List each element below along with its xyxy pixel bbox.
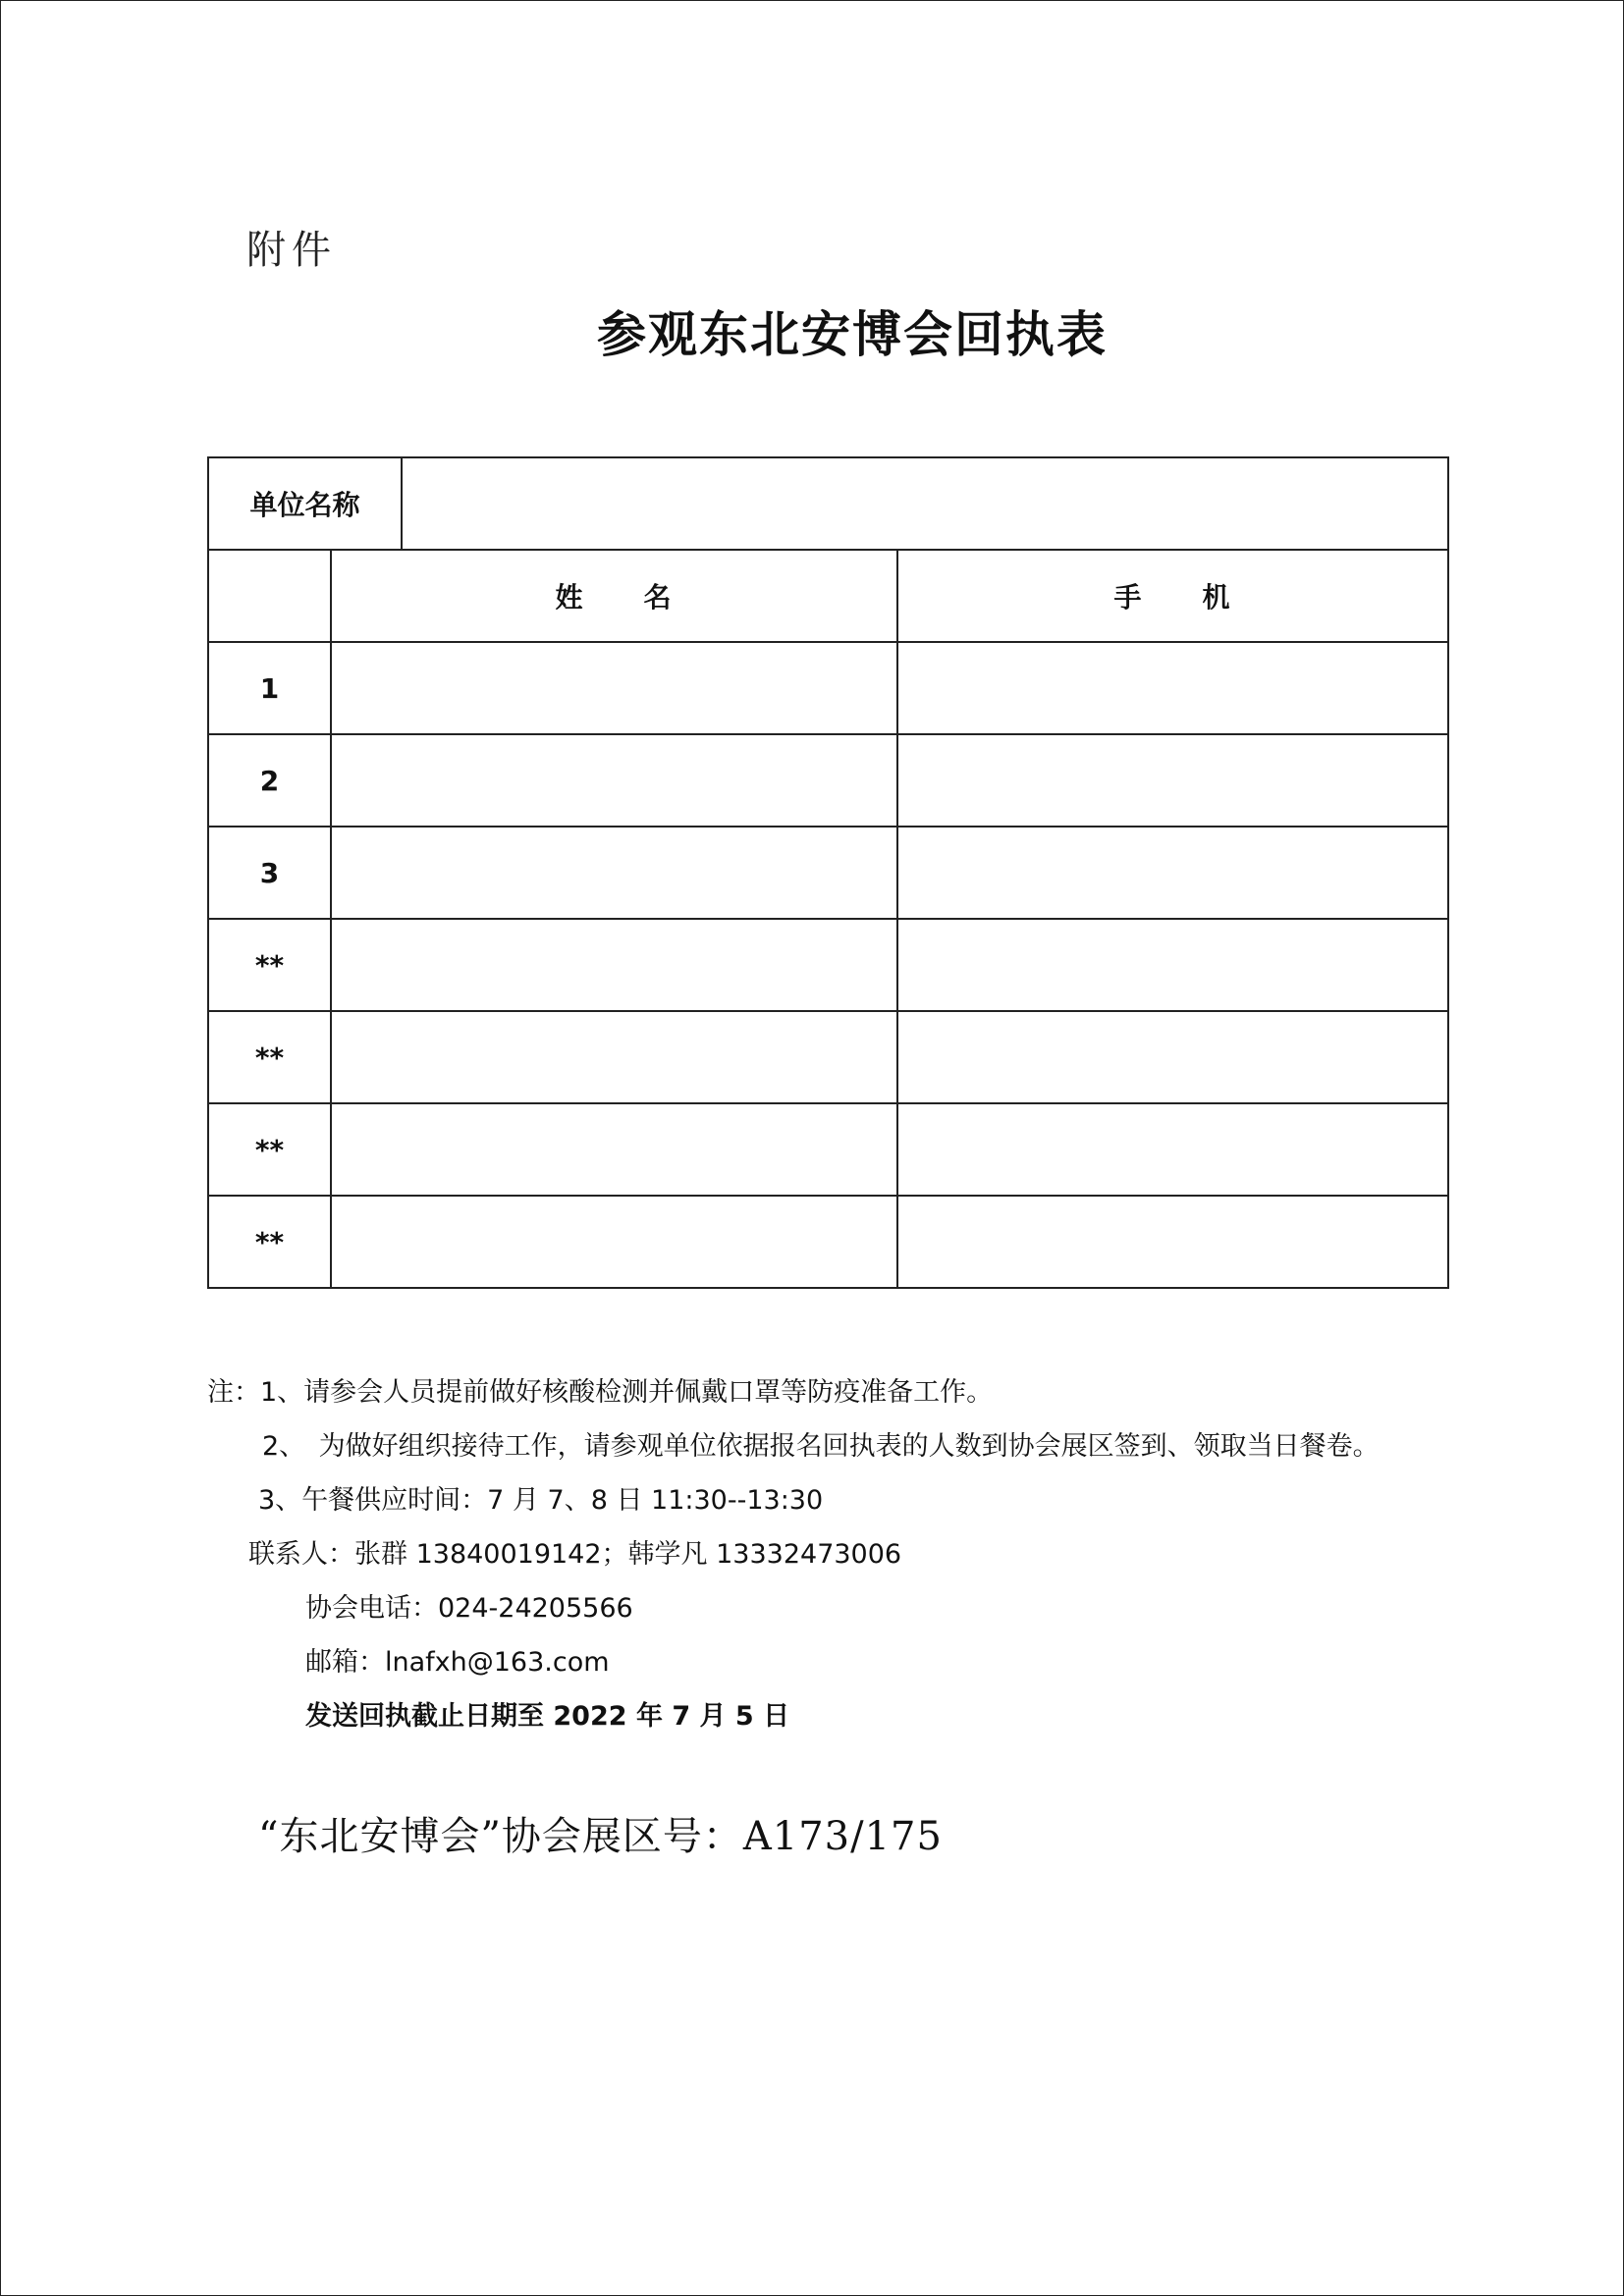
table-row [208,1011,1448,1103]
note-1: 注：1、请参会人员提前做好核酸检测并佩戴口罩等防疫准备工作。 [207,1377,994,1408]
row-number: ** [208,1103,331,1196]
name-cell[interactable] [331,734,897,827]
name-column-header: 姓 名 [331,550,897,642]
row-number: ** [208,1011,331,1103]
deadline-note: 发送回执截止日期至 2022 年 7 月 5 日 [305,1701,790,1732]
unit-name-label: 单位名称 [208,457,402,550]
receipt-form-table [207,456,1449,1289]
name-cell[interactable] [331,1103,897,1196]
phone-cell[interactable] [897,919,1448,1011]
phone-cell[interactable] [897,1103,1448,1196]
name-cell[interactable] [331,642,897,734]
row-number: ** [208,1196,331,1288]
note-2: 2、 为做好组织接待工作，请参观单位依据报名回执表的人数到协会展区签到、领取当日餐卷。 [262,1431,1380,1462]
index-header-cell [208,550,331,642]
phone-cell[interactable] [897,1196,1448,1288]
table-row [208,642,1448,734]
name-cell[interactable] [331,1011,897,1103]
association-phone: 协会电话：024-24205566 [305,1593,633,1624]
contact-persons: 联系人：张群 13840019142；韩学凡 13332473006 [248,1539,902,1570]
phone-column-header: 手 机 [897,550,1448,642]
row-number: ** [208,919,331,1011]
row-number: 3 [208,827,331,919]
row-number: 1 [208,642,331,734]
header-row [208,550,1448,642]
table-row [208,1103,1448,1196]
name-cell[interactable] [331,919,897,1011]
name-cell[interactable] [331,827,897,919]
page-title: 参观东北安博会回执表 [597,306,1108,363]
attachment-label: 附件 [246,228,337,273]
note-3: 3、午餐供应时间：7 月 7、8 日 11:30--13:30 [258,1485,824,1516]
phone-cell[interactable] [897,642,1448,734]
table-row [208,827,1448,919]
phone-cell[interactable] [897,1011,1448,1103]
notes-section [207,1365,1380,1743]
table-row [208,1196,1448,1288]
unit-name-row [208,457,1448,550]
phone-cell[interactable] [897,734,1448,827]
booth-number-line: “东北安博会”协会展区号：A173/175 [258,1814,943,1859]
unit-name-field[interactable] [402,457,1448,550]
row-number: 2 [208,734,331,827]
association-email: 邮箱：lnafxh@163.com [305,1647,610,1678]
phone-cell[interactable] [897,827,1448,919]
table-row [208,734,1448,827]
name-cell[interactable] [331,1196,897,1288]
table-row [208,919,1448,1011]
